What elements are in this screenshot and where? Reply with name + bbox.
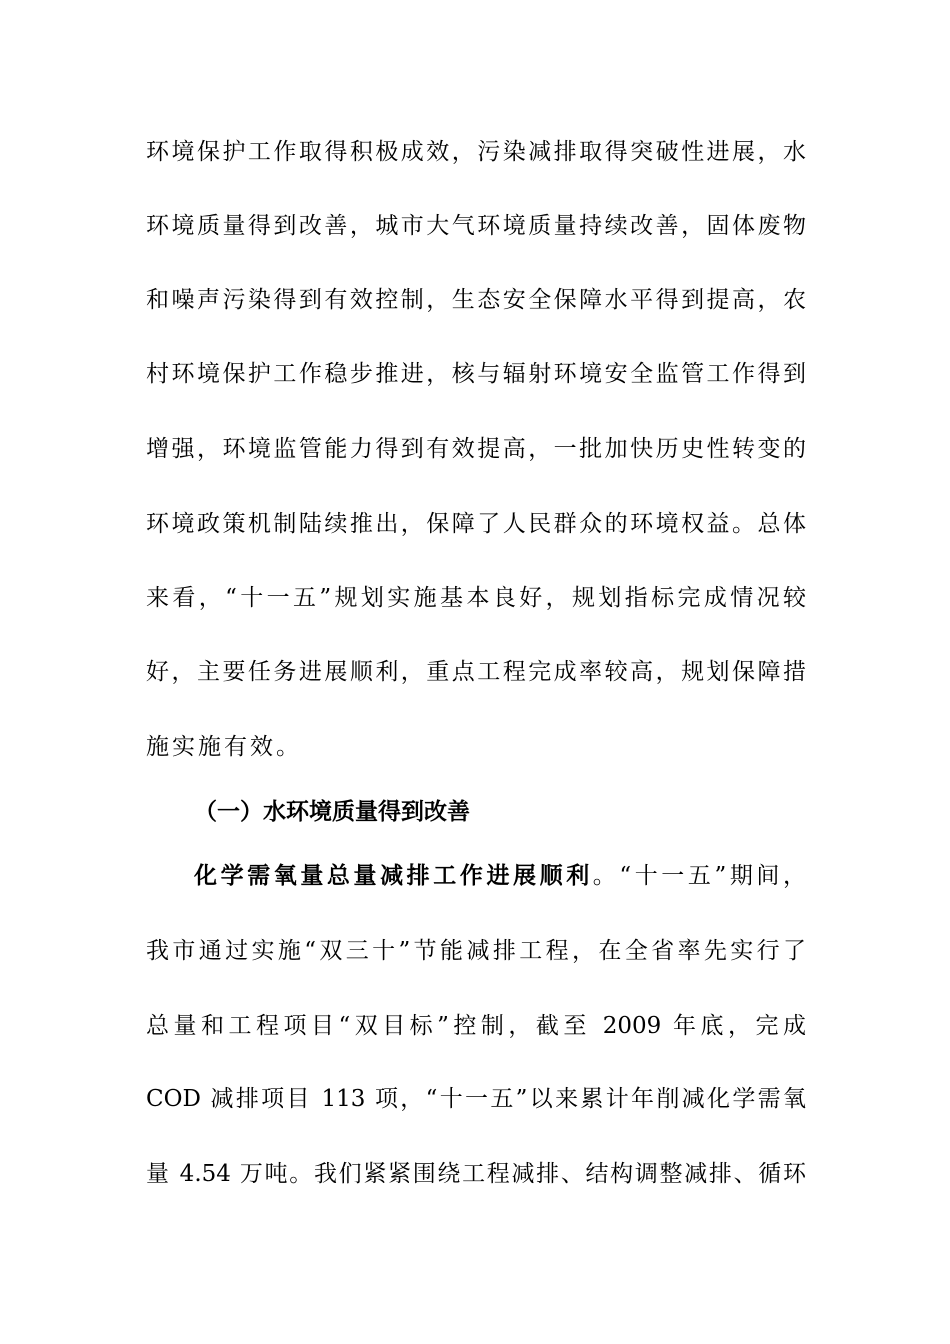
- paragraph-2-line-4: COD 减排项目 113 项，“十一五”以来累计年削减化学需氧: [146, 1086, 806, 1112]
- paragraph-1-line-9: 施实施有效。: [146, 734, 302, 760]
- paragraph-2-line-3: 总量和工程项目“双目标”控制，截至 2009 年底，完成: [146, 1013, 806, 1039]
- paragraph-1-line-1: 环境保护工作取得积极成效，污染减排取得突破性进展，水: [146, 139, 806, 165]
- paragraph-1-line-8: 好，主要任务进展顺利，重点工程完成率较高，规划保障措: [146, 659, 806, 685]
- paragraph-1-line-7: 来看，“十一五”规划实施基本良好，规划指标完成情况较: [146, 585, 806, 611]
- paragraph-1-line-6: 环境政策机制陆续推出，保障了人民群众的环境权益。总体: [146, 511, 806, 537]
- section-heading: （一）水环境质量得到改善: [194, 799, 470, 825]
- paragraph-2-line-1: [194, 860, 806, 892]
- paragraph-2-lead-bold: 化学需氧量总量减排工作进展顺利: [194, 862, 593, 889]
- paragraph-1-line-4: 村环境保护工作稳步推进，核与辐射环境安全监管工作得到: [146, 361, 806, 387]
- paragraph-1-line-3: 和噪声污染得到有效控制，生态安全保障水平得到提高，农: [146, 287, 806, 313]
- paragraph-2-lead-rest: 。“十一五”期间，: [592, 863, 806, 889]
- paragraph-1-line-2: 环境质量得到改善，城市大气环境质量持续改善，固体废物: [146, 213, 806, 239]
- paragraph-2-line-5: 量 4.54 万吨。我们紧紧围绕工程减排、结构调整减排、循环: [146, 1161, 806, 1187]
- paragraph-2-line-2: 我市通过实施“双三十”节能减排工程，在全省率先实行了: [146, 938, 806, 964]
- paragraph-1-line-5: 增强，环境监管能力得到有效提高，一批加快历史性转变的: [146, 436, 806, 462]
